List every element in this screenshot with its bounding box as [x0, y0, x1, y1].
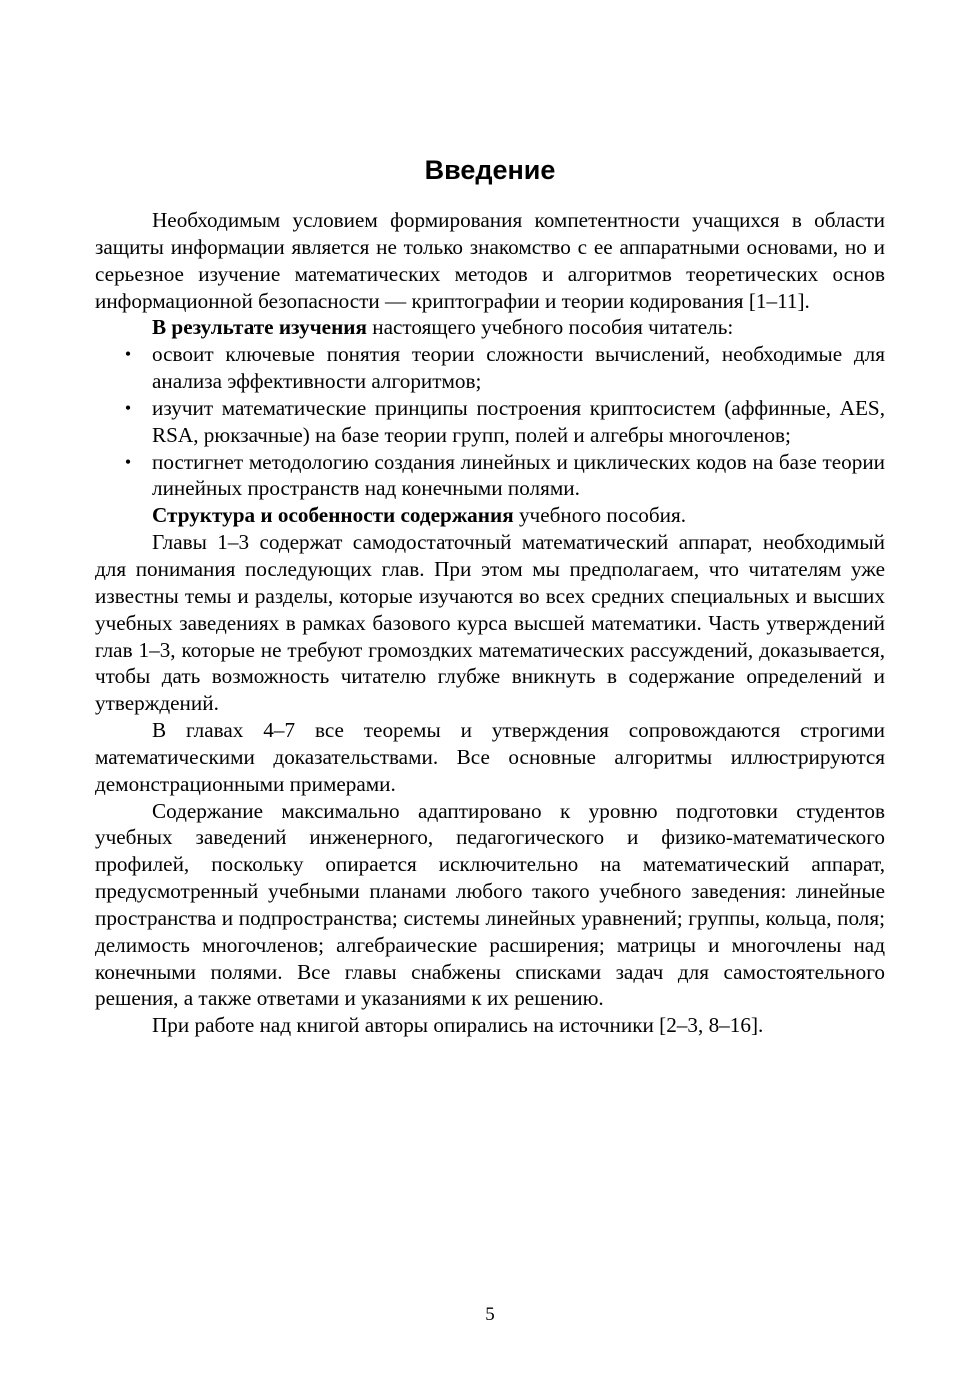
bullet-icon: •	[124, 344, 132, 365]
list-item	[95, 449, 885, 503]
intro-paragraph: Необходимым условием формирования компетентности учащихся в области защиты информации является не только знакомство с ее аппаратными основами, но и серьезное изучение математических методов и алгоритмов теоретических основ информационной безопасности — криптографии и теории кодирования [1–11].	[95, 208, 885, 313]
result-lead-bold: В результате изучения	[152, 315, 367, 340]
result-lead-text: настоящего учебного пособия читатель:	[366, 315, 734, 340]
list-item-text: изучит математические принципы построения криптосистем (аффинные, AES, RSA, рюкзачные) на базе теории групп, полей и алгебры многочленов;	[152, 395, 885, 447]
list-item	[95, 395, 885, 449]
bullet-icon: •	[124, 451, 132, 472]
structure-lead-bold: Структура и особенности содержания	[152, 503, 514, 528]
chapters-4-7-paragraph: В главах 4–7 все теоремы и утверждения сопровождаются строгими математическими доказательствами. Все основные алгоритмы иллюстрируются демонстрационными примерами.	[95, 718, 885, 796]
list-item	[95, 341, 885, 395]
structure-lead-text: учебного пособия.	[513, 503, 686, 528]
sources-paragraph: При работе над книгой авторы опирались на источники [2–3, 8–16].	[152, 1013, 764, 1038]
list-item-text: освоит ключевые понятия теории сложности вычислений, необходимые для анализа эффективности алгоритмов;	[152, 342, 885, 394]
outcomes-list	[95, 341, 885, 502]
page-number: 5	[485, 1304, 495, 1325]
list-item-text: постигнет методологию создания линейных и циклических кодов на базе теории линейных пространств над конечными полями.	[152, 449, 885, 501]
page-title: Введение	[424, 155, 556, 185]
structure-lead-paragraph	[95, 502, 885, 529]
document-body	[95, 207, 885, 1039]
bullet-icon: •	[124, 397, 132, 418]
adaptation-paragraph: Содержание максимально адаптировано к уровню подготовки студентов учебных заведений инженерного, педагогического и физико-математического профилей, поскольку опирается исключительно на математический аппарат, предусмотренный учебными планами любого такого учебного заведения: линейные пространства и подпространства; системы линейных уравнений; группы, кольца, поля; делимость многочленов; алгебраические расширения; матрицы и многочлены над конечными полями. Все главы снабжены списками задач для самостоятельного решения, а также ответами и указаниями к их решению.	[95, 798, 885, 1011]
result-lead-paragraph	[95, 314, 885, 341]
chapters-1-3-paragraph: Главы 1–3 содержат самодостаточный математический аппарат, необходимый для понимания последующих глав. При этом мы предполагаем, что читателям уже известны темы и разделы, которые изучаются во всех средних специальных и высших учебных заведениях в рамках базового курса высшей математики. Часть утверждений глав 1–3, которые не требуют громоздких математических рассуждений, доказывается, чтобы дать возможность читателю глубже вникнуть в содержание определений и утверждений.	[95, 530, 885, 716]
